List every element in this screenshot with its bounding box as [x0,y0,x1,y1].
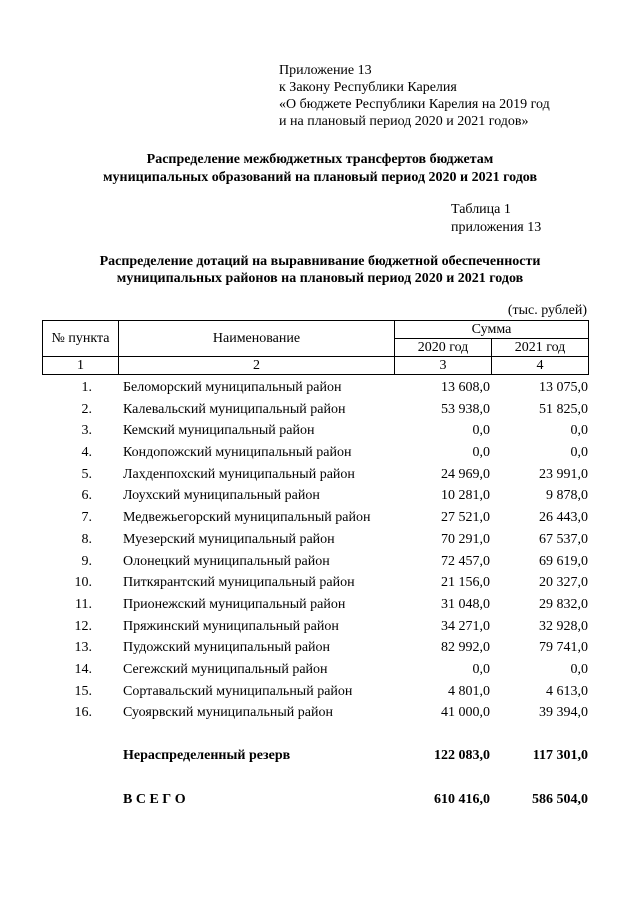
row-number: 5. [81,466,92,482]
unit-label: (тыс. рублей) [507,303,587,318]
row-value-2020: 0,0 [472,445,490,461]
row-value-2021: 13 075,0 [539,380,588,395]
appendix-line-4: и на плановый период 2020 и 2021 годов» [279,114,529,129]
header-name: Наименование [119,321,395,357]
table-row [42,442,588,464]
row-number: 2. [81,401,92,417]
row-value-2021: 39 394,0 [539,705,588,721]
table-reference [451,201,541,237]
row-name: Прионежский муниципальный район [123,596,346,612]
row-value-2021: 0,0 [570,661,588,677]
column-number-1: 1 [43,357,119,375]
row-name: Беломорский муниципальный район [123,380,342,395]
header-2020: 2020 год [395,339,492,357]
row-name: Питкярантский муниципальный район [123,575,355,591]
row-value-2021: 29 832,0 [539,596,588,612]
reserve-label: Нераспределенный резерв [123,748,291,763]
table-row [42,464,588,486]
row-value-2020: 4 801,0 [448,683,490,699]
row-value-2020: 10 281,0 [441,488,490,504]
row-name: Пряжинский муниципальный район [123,618,339,634]
column-number-3: 3 [395,357,492,375]
row-value-2021: 32 928,0 [539,618,588,634]
table-row [42,485,588,507]
row-number: 3. [81,423,92,439]
row-value-2020: 34 271,0 [441,618,490,634]
row-value-2020: 72 457,0 [441,553,490,569]
row-number: 15. [74,683,92,699]
row-name: Олонецкий муниципальный район [123,553,330,569]
table-row [42,551,588,573]
table-reference-line-2: приложения 13 [451,220,542,235]
row-number: 10. [74,575,92,591]
table-header [42,320,589,375]
column-number-4: 4 [492,357,589,375]
table-row [42,594,588,616]
row-number: 14. [74,661,92,677]
row-value-2021: 79 741,0 [539,640,588,656]
row-name: Суоярвский муниципальный район [123,705,333,721]
total-value-2021: 586 504,0 [532,792,588,807]
table-row [42,572,588,594]
row-number: 9. [81,553,92,569]
row-name: Муезерский муниципальный район [123,531,335,547]
row-value-2021: 69 619,0 [539,553,588,569]
row-value-2021: 0,0 [570,423,588,439]
table-row [42,702,588,724]
row-number: 6. [81,488,92,504]
row-value-2020: 53 938,0 [441,401,490,417]
row-number: 7. [81,510,92,526]
document-title [40,151,600,187]
row-name: Лахденпохский муниципальный район [123,466,355,482]
header-sum: Сумма [395,321,589,339]
row-value-2020: 13 608,0 [441,380,490,395]
table-title [40,253,600,287]
appendix-header [279,62,550,130]
row-value-2021: 67 537,0 [539,531,588,547]
total-label: В С Е Г О [123,792,186,807]
row-value-2020: 0,0 [472,661,490,677]
row-name: Сортавальский муниципальный район [123,683,353,699]
row-value-2021: 23 991,0 [539,466,588,482]
table-title-line-2: муниципальных районов на плановый период 2020 и 2021 годов [116,271,524,286]
row-value-2021: 0,0 [570,445,588,461]
document-title-line-1: Распределение межбюджетных трансфертов бюджетам [146,152,494,167]
row-value-2020: 82 992,0 [441,640,490,656]
row-value-2021: 26 443,0 [539,510,588,526]
header-number: № пункта [43,321,119,357]
row-number: 13. [74,640,92,656]
row-name: Медвежьегорский муниципальный район [123,510,371,526]
row-value-2020: 41 000,0 [441,705,490,721]
row-name: Калевальский муниципальный район [123,401,346,417]
document-title-line-2: муниципальных образований на плановый период 2020 и 2021 годов [102,170,538,185]
table-title-line-1: Распределение дотаций на выравнивание бюджетной обеспеченности [99,254,541,269]
header-2021: 2021 год [492,339,589,357]
row-value-2021: 51 825,0 [539,401,588,417]
row-value-2020: 0,0 [472,423,490,439]
table-row [42,507,588,529]
row-name: Пудожский муниципальный район [123,640,331,656]
row-number: 8. [81,531,92,547]
row-number: 4. [81,445,92,461]
appendix-line-3: «О бюджете Республики Карелия на 2019 год [279,97,550,112]
row-value-2020: 21 156,0 [441,575,490,591]
row-number: 11. [75,596,92,612]
appendix-line-1: Приложение 13 [279,63,372,78]
appendix-line-2: к Закону Республики Карелия [279,80,457,95]
reserve-value-2020: 122 083,0 [434,748,490,763]
table-row [42,616,588,638]
row-value-2021: 20 327,0 [539,575,588,591]
reserve-value-2021: 117 301,0 [532,748,588,763]
table-body [42,377,588,724]
column-number-2: 2 [119,357,395,375]
row-number: 1. [81,380,92,395]
table-row [42,637,588,659]
row-value-2021: 4 613,0 [546,683,588,699]
total-value-2020: 610 416,0 [434,792,490,807]
table-row [42,377,588,399]
table-row [42,659,588,681]
table-row [42,399,588,421]
reserve-row [42,746,588,766]
row-value-2020: 31 048,0 [441,596,490,612]
row-value-2020: 70 291,0 [441,531,490,547]
table-row [42,529,588,551]
row-name: Лоухский муниципальный район [123,488,320,504]
row-name: Кондопожский муниципальный район [123,445,352,461]
table-reference-line-1: Таблица 1 [451,202,511,217]
row-value-2021: 9 878,0 [546,488,588,504]
row-name: Кемский муниципальный район [123,423,315,439]
row-number: 16. [74,705,92,721]
row-number: 12. [74,618,92,634]
row-name: Сегежский муниципальный район [123,661,328,677]
row-value-2020: 24 969,0 [441,466,490,482]
table-row [42,681,588,703]
row-value-2020: 27 521,0 [441,510,490,526]
table-row [42,420,588,442]
total-row [42,790,588,810]
